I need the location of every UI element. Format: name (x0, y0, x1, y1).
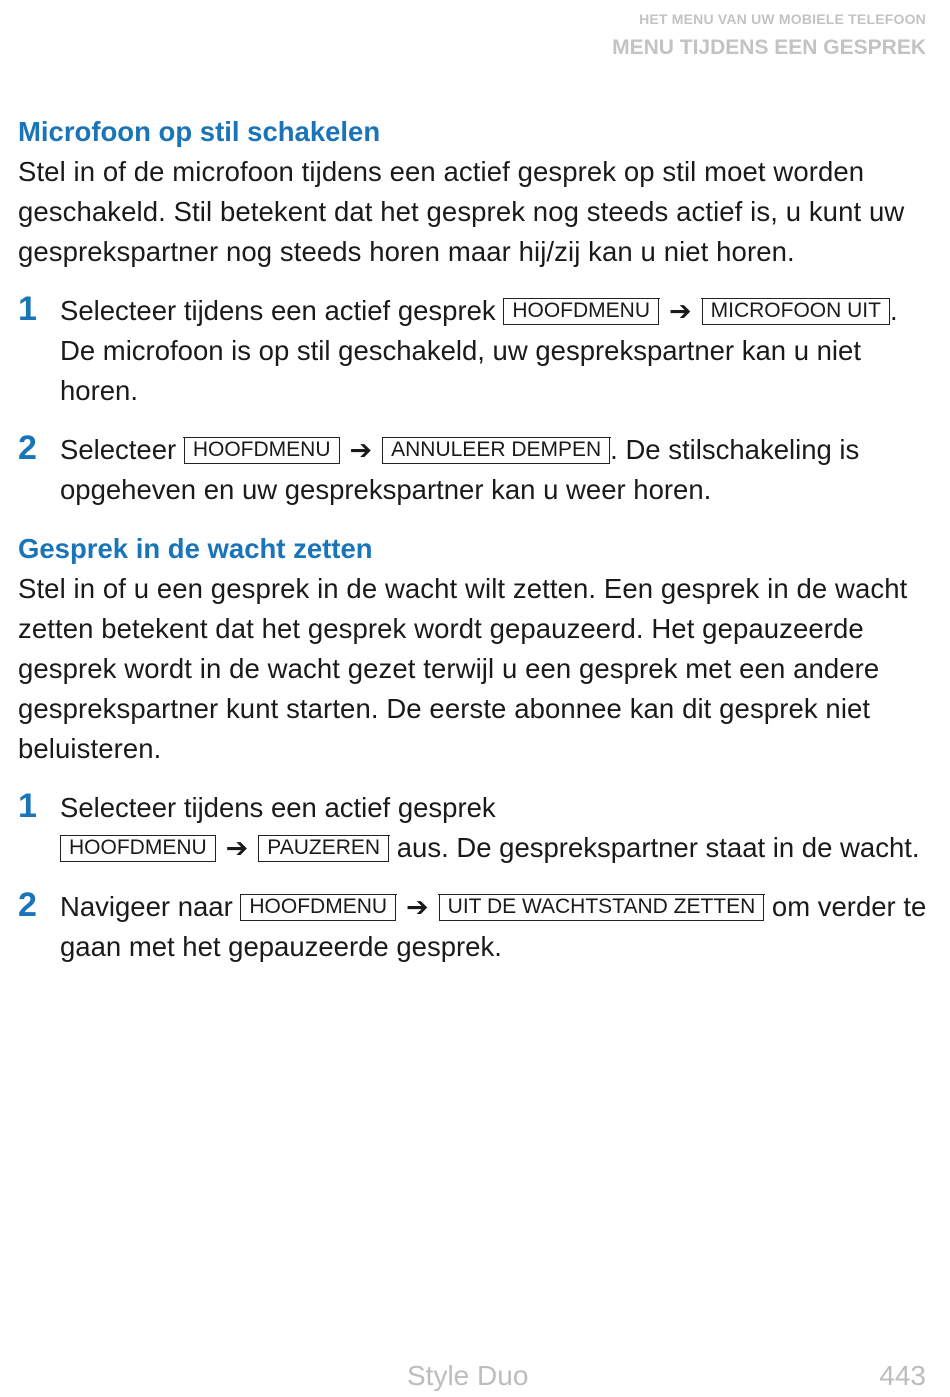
key-hoofdmenu: HOOFDMENU (184, 437, 340, 464)
heading-gesprek-in-de-wacht: Gesprek in de wacht zetten (18, 533, 373, 564)
step-item (18, 430, 930, 510)
section-title: MENU TIJDENS EEN GESPREK (612, 36, 926, 59)
running-head (612, 12, 926, 58)
step-item (18, 291, 930, 411)
step-item (18, 887, 930, 967)
arrow-right-icon: ➔ (225, 833, 249, 863)
key-uit-de-wachtstand-zetten: UIT DE WACHTSTAND ZETTEN (439, 894, 765, 921)
key-pauzeren: PAUZEREN (258, 835, 389, 862)
page-number: 443 (879, 1360, 926, 1391)
step-text: Selecteer (60, 434, 184, 465)
arrow-right-icon: ➔ (349, 435, 373, 465)
steps-list-microfoon (18, 291, 930, 510)
footer-product-name: Style Duo (407, 1360, 529, 1391)
page-content (18, 112, 930, 967)
key-hoofdmenu: HOOFDMENU (60, 835, 216, 862)
step-text: Navigeer naar (60, 891, 241, 922)
step-text: aus. De gesprekspartner staat in de wacht. (389, 832, 920, 863)
heading-microfoon-op-stil: Microfoon op stil schakelen (18, 116, 381, 147)
step-item (18, 788, 930, 868)
arrow-right-icon: ➔ (406, 892, 429, 922)
arrow-right-icon: ➔ (669, 296, 692, 326)
step-text: om verder te gaan met het gepauzeerde gesprek. (60, 891, 927, 962)
key-hoofdmenu: HOOFDMENU (503, 298, 659, 325)
step-number: 1 (18, 787, 37, 825)
step-text: . De microfoon is op stil geschakeld, uw gesprekspartner kan u niet horen. (60, 295, 898, 406)
paragraph-wacht-intro: Stel in of u een gesprek in de wacht wilt zetten. Een gesprek in de wacht zetten betekent dat het gesprek wordt gepauzeerd. Het gepauzeerde gesprek wordt in de wacht gezet terwijl u een gesprek met een andere gesprekspartner kunt starten. De eerste abonnee kan dit gesprek niet beluisteren. (18, 573, 908, 764)
step-number: 2 (18, 429, 37, 467)
step-number: 1 (18, 290, 37, 328)
paragraph-microfoon-intro: Stel in of de microfoon tijdens een actief gesprek op stil moet worden geschakeld. Stil betekent dat het gesprek nog steeds actief is, u kunt uw gesprekspartner nog steeds horen maar hij/zij kan u niet horen. (18, 156, 905, 267)
step-number: 2 (18, 886, 37, 924)
step-text: . De stilschakeling is opgeheven en uw gesprekspartner kan u weer horen. (60, 434, 860, 505)
key-hoofdmenu: HOOFDMENU (240, 894, 396, 921)
chapter-title: HET MENU VAN UW MOBIELE TELEFOON (639, 11, 926, 27)
steps-list-wacht (18, 788, 930, 967)
key-annuleer-dempen: ANNULEER DEMPEN (382, 437, 610, 464)
key-microfoon-uit: MICROFOON UIT (702, 298, 890, 325)
step-text: Selecteer tijdens een actief gesprek (60, 295, 504, 326)
step-text: Selecteer tijdens een actief gesprek (60, 792, 496, 823)
